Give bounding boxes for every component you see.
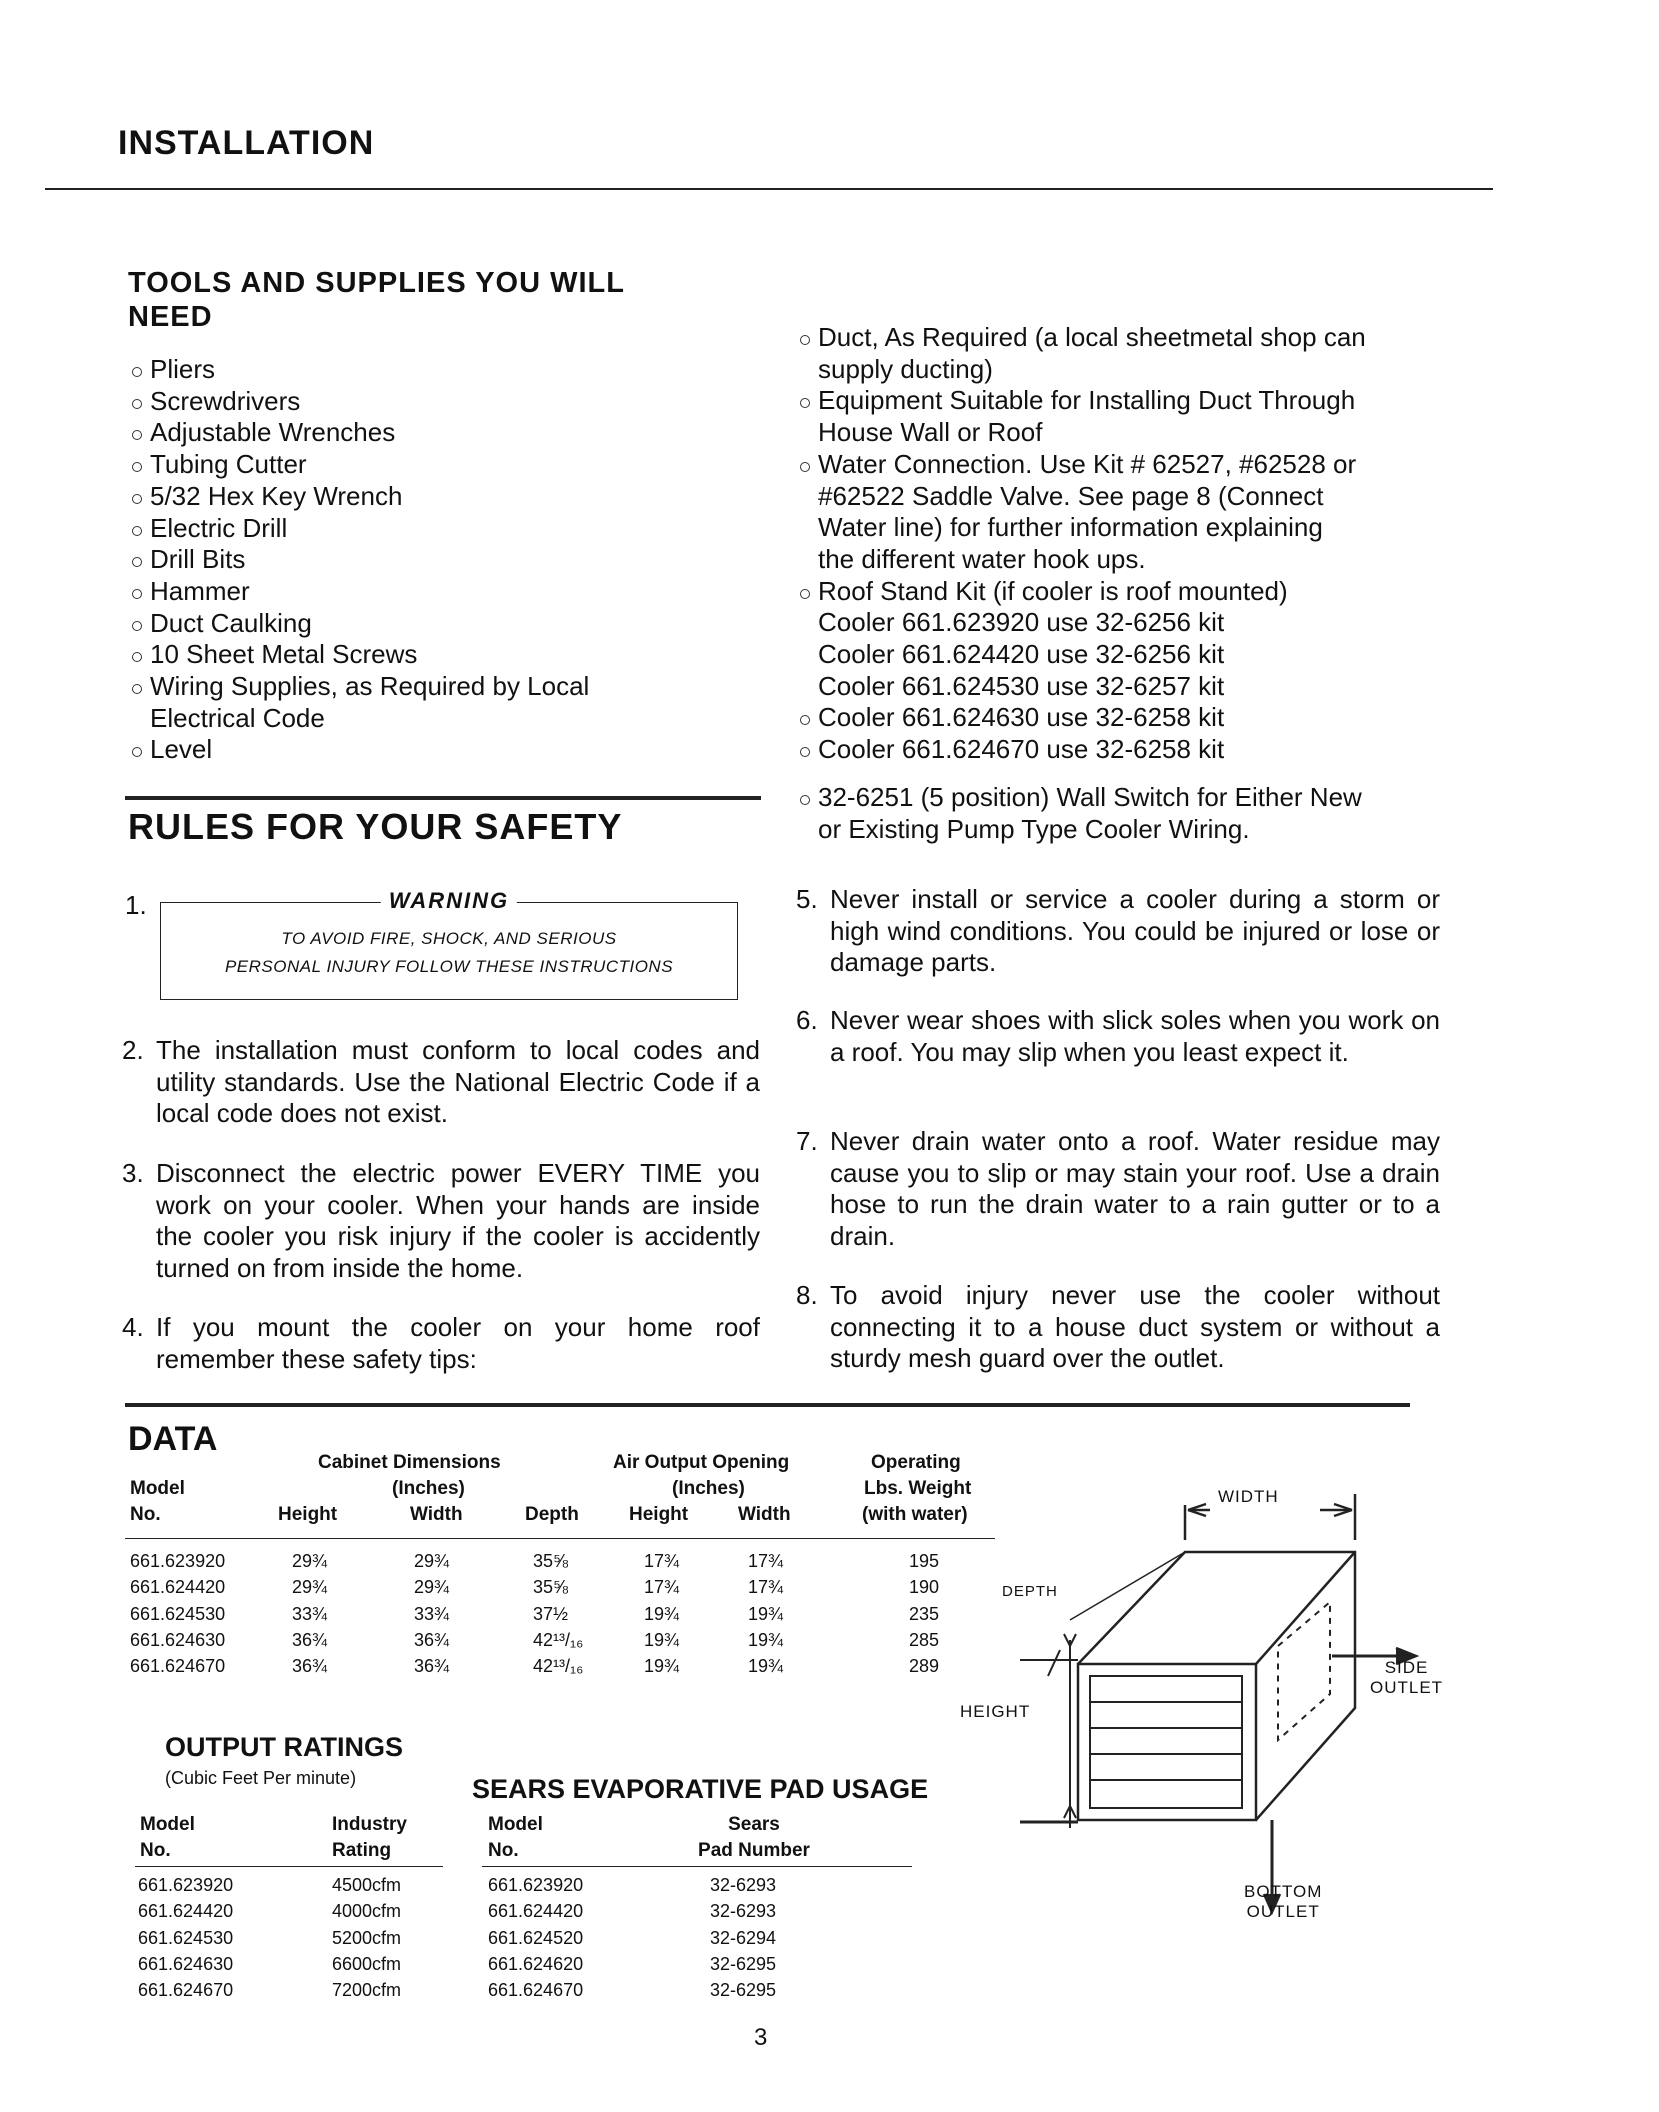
tools-heading: TOOLS AND SUPPLIES YOU WILL NEED [128,267,625,333]
data-cell-model: 661.624420 [130,1577,226,1598]
weight-heading-2: Lbs. Weight [864,1478,972,1499]
tools-list-item: 10 Sheet Metal Screws [130,639,770,671]
data-cell-air-width: 17¾ [748,1577,784,1598]
data-cell-width: 29¾ [414,1551,450,1571]
page-title: INSTALLATION [118,124,375,162]
supplies-list-item: Cooler 661.624420 use 32-6256 kit [818,639,1225,670]
tools-list-item: Electric Drill [130,513,770,545]
cabinet-front [1078,1664,1256,1820]
tools-list-item: Level [130,734,770,766]
weight-heading-1: Operating [871,1452,961,1473]
data-cell-height: 36¾ [292,1656,328,1677]
air-width-heading: Width [738,1504,791,1525]
warning-line1: TO AVOID FIRE, SHOCK, AND SERIOUS [281,929,617,948]
tools-list-item: Adjustable Wrenches [130,417,770,449]
tools-list-item: Wiring Supplies, as Required by Local [130,671,770,703]
cabinet-depth-heading: Depth [525,1504,579,1525]
cabinet-height-heading: Height [278,1504,338,1525]
data-cell-height: 36¾ [292,1629,328,1650]
safety-rule-3: 3. Disconnect the electric power EVERY TIME you work on your cooler. When your hands are inside the cooler you risk injury if the cooler is accidently turned on from inside the home. [122,1158,760,1283]
output-cell-model: 661.624530 [138,1927,234,1948]
tools-list-item: Electrical Code [150,702,325,733]
cabinet-dimensions-heading: Cabinet Dimensions [318,1452,501,1473]
data-cell-weight: 289 [909,1656,940,1677]
data-cell-air-width: 19¾ [748,1603,784,1624]
diagram-width-label: WIDTH [1218,1487,1279,1506]
data-divider [125,1403,1410,1407]
diagram-side-outlet-label: SIDE OUTLET [1370,1658,1444,1697]
diagram-bottom-outlet-label: BOTTOM OUTLET [1244,1882,1323,1921]
data-cell-width: 33¾ [414,1603,450,1624]
data-cell-air-height: 17¾ [644,1577,680,1598]
warning-box [160,888,738,1000]
tools-list-item: Duct Caulking [130,608,770,640]
output-ratings-subtitle: (Cubic Feet Per minute) [165,1768,357,1788]
output-cell-rating: 4000cfm [332,1901,402,1922]
data-header-rule [125,1538,995,1539]
output-cell-model: 661.624420 [138,1901,234,1922]
data-title: DATA [128,1420,218,1458]
pad-cell-number: 32-6295 [710,1980,777,2001]
page-number: 3 [754,2024,768,2051]
pad-cell-model: 661.624620 [488,1953,584,1974]
supplies-list-item: Cooler 661.624630 use 32-6258 kit [798,702,1438,734]
safety-rule-2: 2. The installation must conform to local codes and utility standards. Use the National Electric Code if a local code does not exist. [122,1035,760,1128]
pad-cell-model: 661.624420 [488,1901,584,1922]
output-cell-rating: 6600cfm [332,1953,402,1974]
pad-cell-model: 661.624520 [488,1927,584,1948]
tools-list-item: Drill Bits [130,544,770,576]
data-cell-depth: 37½ [533,1603,569,1624]
warning-title: WARNING [381,888,517,914]
supplies-list-item: Equipment Suitable for Installing Duct Through [798,385,1438,417]
data-cell-air-height: 17¾ [644,1551,680,1571]
safety-divider [125,796,761,800]
output-model-heading: Model No. [140,1814,195,1861]
data-model-no-heading: No. [130,1504,161,1525]
tools-list-item: Tubing Cutter [130,449,770,481]
diagram-height-label: HEIGHT [960,1702,1031,1721]
header-divider [45,188,1493,190]
data-cell-model: 661.624670 [130,1656,226,1677]
tools-list-item: Screwdrivers [130,386,770,418]
output-cell-model: 661.624630 [138,1953,234,1974]
data-cell-weight: 285 [909,1629,940,1650]
warning-number: 1. [125,890,147,920]
supplies-list-item: Duct, As Required (a local sheetmetal shop can [798,322,1438,354]
pad-cell-number: 32-6293 [710,1901,777,1922]
supplies-list-item: Water line) for further information explaining [818,512,1323,543]
output-cell-model: 661.624670 [138,1980,234,2001]
data-cell-width: 36¾ [414,1656,450,1677]
pad-model-heading: Model No. [488,1814,543,1861]
safety-rule-7: 7. Never drain water onto a roof. Water residue may cause you to slip or may stain your roof. Use a drain hose to run the drain water to a rain gutter or to a drain. [796,1126,1440,1251]
supplies-list-item: supply ducting) [818,353,993,384]
data-cell-depth: 42¹³/₁₆ [533,1656,584,1677]
data-cell-air-width: 19¾ [748,1656,784,1677]
tools-list-item: 5/32 Hex Key Wrench [130,481,770,513]
pad-number-heading: Sears Pad Number [698,1814,810,1861]
supplies-list-item: Cooler 661.624530 use 32-6257 kit [818,670,1225,701]
supplies-list [798,322,1438,845]
weight-heading-3: (with water) [862,1504,968,1525]
data-cell-height: 33¾ [292,1603,328,1624]
data-cell-depth: 42¹³/₁₆ [533,1629,584,1650]
air-output-heading: Air Output Opening [613,1452,790,1473]
supplies-list-item: 32-6251 (5 position) Wall Switch for Either New [798,782,1438,814]
data-cell-model: 661.624530 [130,1603,226,1624]
output-cell-model: 661.623920 [138,1875,234,1895]
cabinet-width-heading: Width [410,1504,463,1525]
pad-usage-title: SEARS EVAPORATIVE PAD USAGE [472,1774,929,1804]
tools-list [130,354,770,766]
supplies-list-item: the different water hook ups. [818,543,1146,574]
supplies-list-item: Roof Stand Kit (if cooler is roof mounted) [798,576,1438,608]
warning-line2: PERSONAL INJURY FOLLOW THESE INSTRUCTIONS [224,957,674,976]
data-cell-air-height: 19¾ [644,1656,680,1677]
data-cell-model: 661.624630 [130,1629,226,1650]
safety-rule-4: 4. If you mount the cooler on your home roof remember these safety tips: [122,1312,760,1374]
pad-cell-number: 32-6294 [710,1927,777,1948]
pad-cell-number: 32-6295 [710,1953,777,1974]
side-opening [1278,1602,1330,1740]
cabinet-units: (Inches) [392,1478,465,1499]
data-cell-weight: 195 [909,1551,940,1571]
data-cell-air-width: 19¾ [748,1629,784,1650]
data-cell-model: 661.623920 [130,1551,226,1571]
supplies-list-item: #62522 Saddle Valve. See page 8 (Connect [818,480,1324,511]
data-model-heading: Model [130,1478,185,1499]
tools-list-item: Hammer [130,576,770,608]
cooler-dimension-diagram [960,1480,1460,1940]
output-cell-rating: 5200cfm [332,1927,402,1948]
data-cell-air-height: 19¾ [644,1629,680,1650]
safety-rule-6: 6. Never wear shoes with slick soles when you work on a roof. You may slip when you least expect it. [796,1005,1440,1067]
output-cell-rating: 7200cfm [332,1980,402,2001]
supplies-list-item: or Existing Pump Type Cooler Wiring. [818,813,1250,844]
data-cell-weight: 190 [909,1577,940,1598]
output-cell-rating: 4500cfm [332,1875,402,1895]
data-cell-air-width: 17¾ [748,1551,784,1571]
tools-list-item: Pliers [130,354,770,386]
pad-cell-model: 661.624670 [488,1980,584,2001]
supplies-list-item: Cooler 661.624670 use 32-6258 kit [798,734,1438,766]
safety-rule-8: 8. To avoid injury never use the cooler without connecting it to a house duct system or without a sturdy mesh guard over the outlet. [796,1280,1440,1373]
pad-cell-number: 32-6293 [710,1875,777,1895]
data-cell-height: 29¾ [292,1551,328,1571]
diagram-depth-label: DEPTH [1002,1583,1058,1600]
data-cell-width: 29¾ [414,1577,450,1598]
data-cell-air-height: 19¾ [644,1603,680,1624]
output-ratings-title: OUTPUT RATINGS [165,1732,403,1762]
supplies-list-item: House Wall or Roof [818,417,1043,448]
data-cell-height: 29¾ [292,1577,328,1598]
supplies-list-item: Cooler 661.623920 use 32-6256 kit [818,607,1225,638]
supplies-list-item: Water Connection. Use Kit # 62527, #62528 or [798,449,1438,481]
safety-rule-5: 5. Never install or service a cooler during a storm or high wind conditions. You could be injured or lose or damage parts. [796,884,1440,977]
output-header-rule [135,1866,443,1867]
output-rating-heading: Industry Rating [332,1814,407,1861]
data-cell-depth: 35⅝ [533,1577,569,1598]
air-output-units: (Inches) [672,1478,745,1499]
data-cell-depth: 35⅝ [533,1551,569,1571]
pad-cell-model: 661.623920 [488,1875,584,1895]
data-cell-width: 36¾ [414,1629,450,1650]
pad-header-rule [482,1866,912,1867]
air-height-heading: Height [629,1504,689,1525]
safety-title: RULES FOR YOUR SAFETY [128,806,623,847]
data-cell-weight: 235 [909,1603,940,1624]
